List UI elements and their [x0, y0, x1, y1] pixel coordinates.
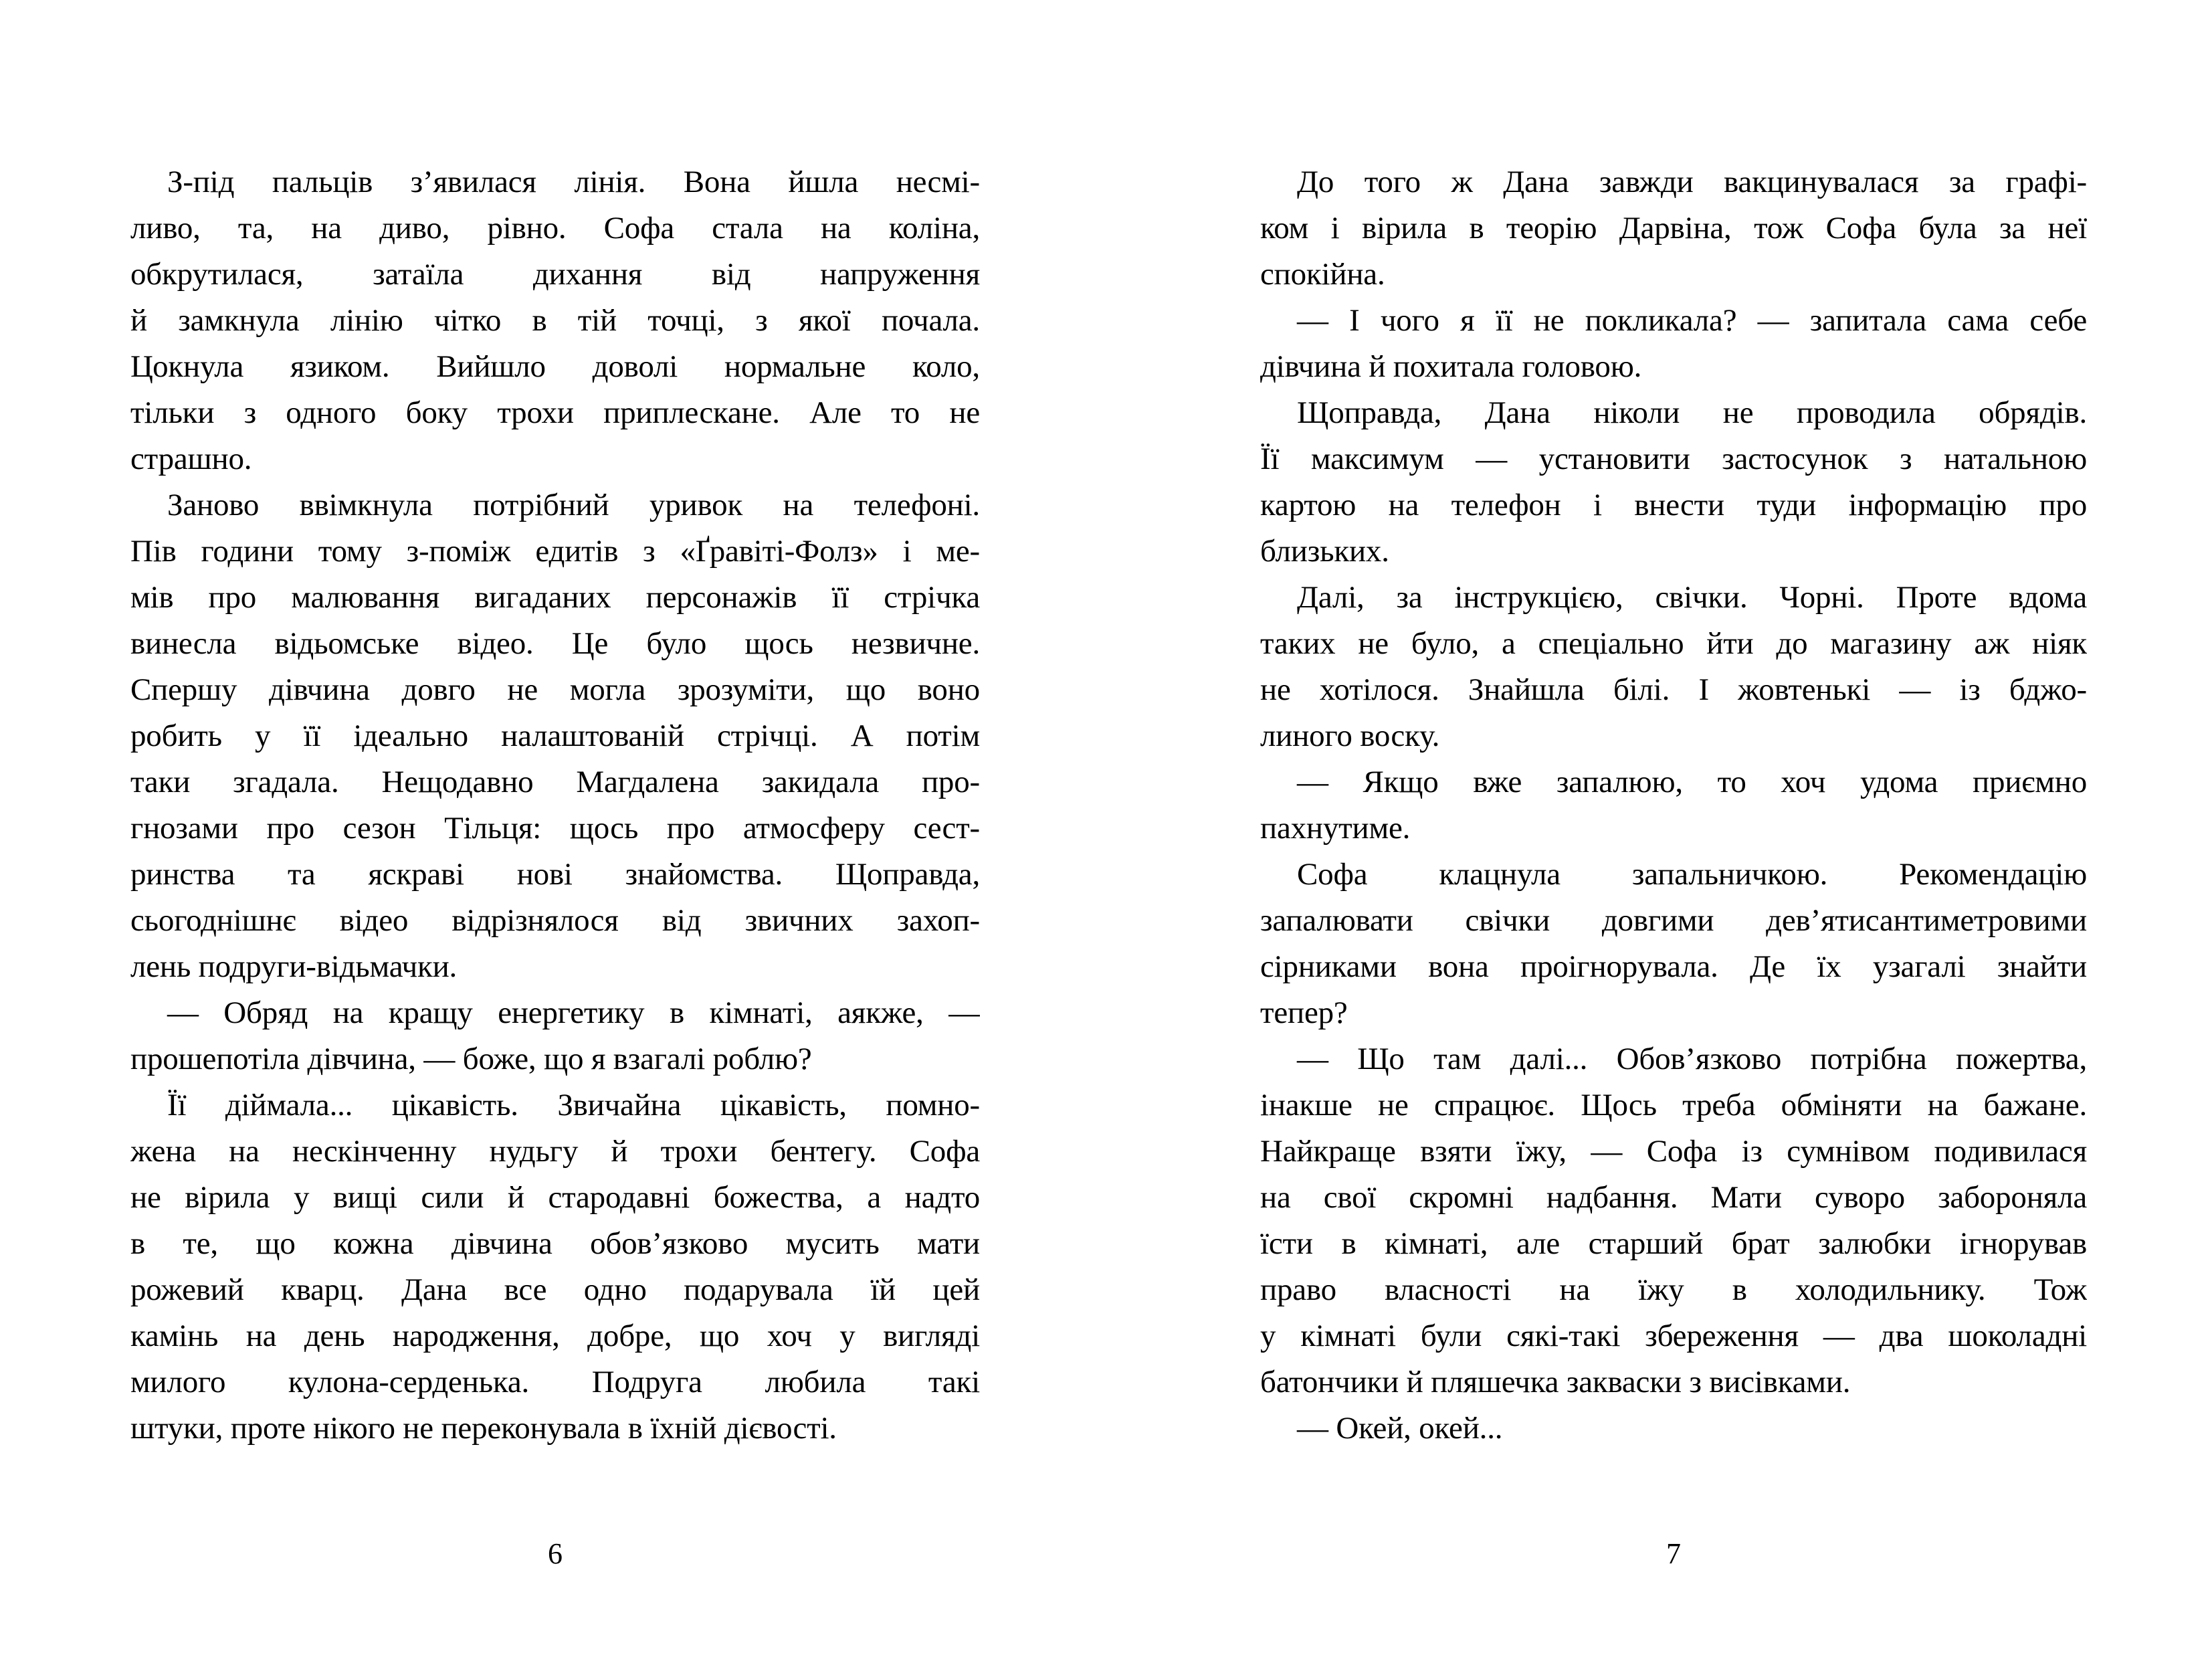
text-line: інакше не спрацює. Щось треба обміняти на бажане.: [1260, 1088, 2087, 1123]
text-line: — Обряд на кращу енергетику в кімнаті, аякже, —: [167, 995, 980, 1030]
text-line: Пів години тому з-поміж едитів з «Ґравіті-Фолз» і ме-: [130, 534, 980, 569]
text-line: рожевий кварц. Дана все одно подарувала їй цей: [130, 1272, 980, 1307]
text-line: близьких.: [1260, 534, 1389, 569]
text-line: батончики й пляшечка закваски з висівками.: [1260, 1365, 1851, 1399]
page-right-text-column: [1260, 159, 2087, 1452]
text-line: пахнутиме.: [1260, 811, 1411, 846]
text-line: Софа клацнула запальничкою. Рекомендацію: [1297, 857, 2087, 892]
text-line: — Окей, окей...: [1297, 1411, 1503, 1446]
text-line: право власності на їжу в холодильнику. Тож: [1260, 1272, 2087, 1307]
paragraph: [1260, 1405, 2087, 1452]
text-line: линого воску.: [1260, 718, 1440, 753]
paragraph: [130, 1082, 980, 1452]
paragraph: [1260, 1036, 2087, 1405]
text-line: сірниками вона проігнорувала. Де їх узагалі знайти: [1260, 949, 2087, 984]
paragraph: [1260, 390, 2087, 575]
text-line: штуки, проте нікого не переконувала в їхній дієвості.: [130, 1411, 837, 1446]
page-left-text-column: [130, 159, 980, 1452]
page-number-left: 6: [548, 1537, 563, 1570]
text-line: Заново ввімкнула потрібний уривок на телефоні.: [167, 488, 980, 522]
text-line: дівчина й похитала головою.: [1260, 349, 1642, 384]
paragraph: [130, 990, 980, 1082]
text-line: сьогоднішнє відео відрізнялося від звичних захоп-: [130, 903, 980, 938]
paragraph: [1260, 298, 2087, 390]
text-line: Цокнула язиком. Вийшло доволі нормальне коло,: [130, 349, 980, 384]
text-line: — Якщо вже запалюю, то хоч удома приємно: [1297, 765, 2087, 799]
text-line: З-під пальців з’явилася лінія. Вона йшла несмі-: [167, 165, 980, 199]
text-line: тільки з одного боку трохи приплескане. Але то не: [130, 395, 980, 430]
text-line: — І чого я її не покликала? — запитала сама себе: [1297, 303, 2087, 338]
paragraph: [130, 482, 980, 990]
text-line: винесла відьомське відео. Це було щось незвичне.: [130, 626, 980, 661]
text-line: ком і вірила в теорію Дарвіна, тож Софа була за неї: [1260, 211, 2087, 246]
text-line: Її максимум — установити застосунок з натальною: [1260, 442, 2087, 476]
paragraph: [1260, 159, 2087, 298]
text-line: й замкнула лінію чітко в тій точці, з якої почала.: [130, 303, 980, 338]
text-line: ливо, та, на диво, рівно. Софа стала на коліна,: [130, 211, 980, 246]
text-line: гнозами про сезон Тільця: щось про атмосферу сест-: [130, 811, 980, 846]
page-right: [1106, 0, 2212, 1659]
paragraph: [1260, 575, 2087, 759]
text-line: на свої скромні надбання. Мати суворо забороняла: [1260, 1180, 2087, 1215]
paragraph: [1260, 852, 2087, 1036]
text-line: тепер?: [1260, 995, 1348, 1030]
text-line: картою на телефон і внести туди інформацію про: [1260, 488, 2087, 522]
text-line: в те, що кожна дівчина обов’язково мусить мати: [130, 1226, 980, 1261]
text-line: таки згадала. Нещодавно Магдалена закидала про-: [130, 765, 980, 799]
text-line: не хотілося. Знайшла білі. І жовтенькі — із бджо-: [1260, 672, 2087, 707]
text-line: Її діймала... цікавість. Звичайна цікавість, помно-: [167, 1088, 980, 1123]
text-line: не вірила у вищі сили й стародавні божества, а надто: [130, 1180, 980, 1215]
text-line: таких не було, а спеціально йти до магазину аж ніяк: [1260, 626, 2087, 661]
text-line: лень подруги-відьмачки.: [130, 949, 458, 984]
text-line: мів про малювання вигаданих персонажів її стрічка: [130, 580, 980, 615]
text-line: страшно.: [130, 442, 252, 476]
text-line: у кімнаті були сякі-такі збереження — два шоколадні: [1260, 1319, 2087, 1353]
text-line: обкрутилася, затаїла дихання від напруження: [130, 257, 980, 292]
text-line: милого кулона-серденька. Подруга любила такі: [130, 1365, 980, 1399]
text-line: спокійна.: [1260, 257, 1385, 292]
text-line: запалювати свічки довгими дев’ятисантиметровими: [1260, 903, 2087, 938]
text-line: робить у її ідеально налаштованій стрічці. А потім: [130, 718, 980, 753]
text-line: Далі, за інструкцією, свічки. Чорні. Проте вдома: [1297, 580, 2087, 615]
text-line: — Що там далі... Обов’язково потрібна пожертва,: [1297, 1042, 2087, 1076]
text-line: До того ж Дана завжди вакцинувалася за графі-: [1297, 165, 2087, 199]
paragraph: [1260, 759, 2087, 852]
text-line: камінь на день народження, добре, що хоч у вигляді: [130, 1319, 980, 1353]
text-line: ринства та яскраві нові знайомства. Щоправда,: [130, 857, 980, 892]
text-line: їсти в кімнаті, але старший брат залюбки ігнорував: [1260, 1226, 2087, 1261]
text-line: жена на нескінченну нудьгу й трохи бентегу. Софа: [130, 1134, 980, 1169]
text-line: Спершу дівчина довго не могла зрозуміти, що воно: [130, 672, 980, 707]
text-line: Щоправда, Дана ніколи не проводила обрядів.: [1297, 395, 2087, 430]
page-number-right: 7: [1666, 1537, 1681, 1570]
paragraph: [130, 159, 980, 482]
text-line: Найкраще взяти їжу, — Софа із сумнівом подивилася: [1260, 1134, 2087, 1169]
text-line: прошепотіла дівчина, — боже, що я взагалі роблю?: [130, 1042, 812, 1076]
